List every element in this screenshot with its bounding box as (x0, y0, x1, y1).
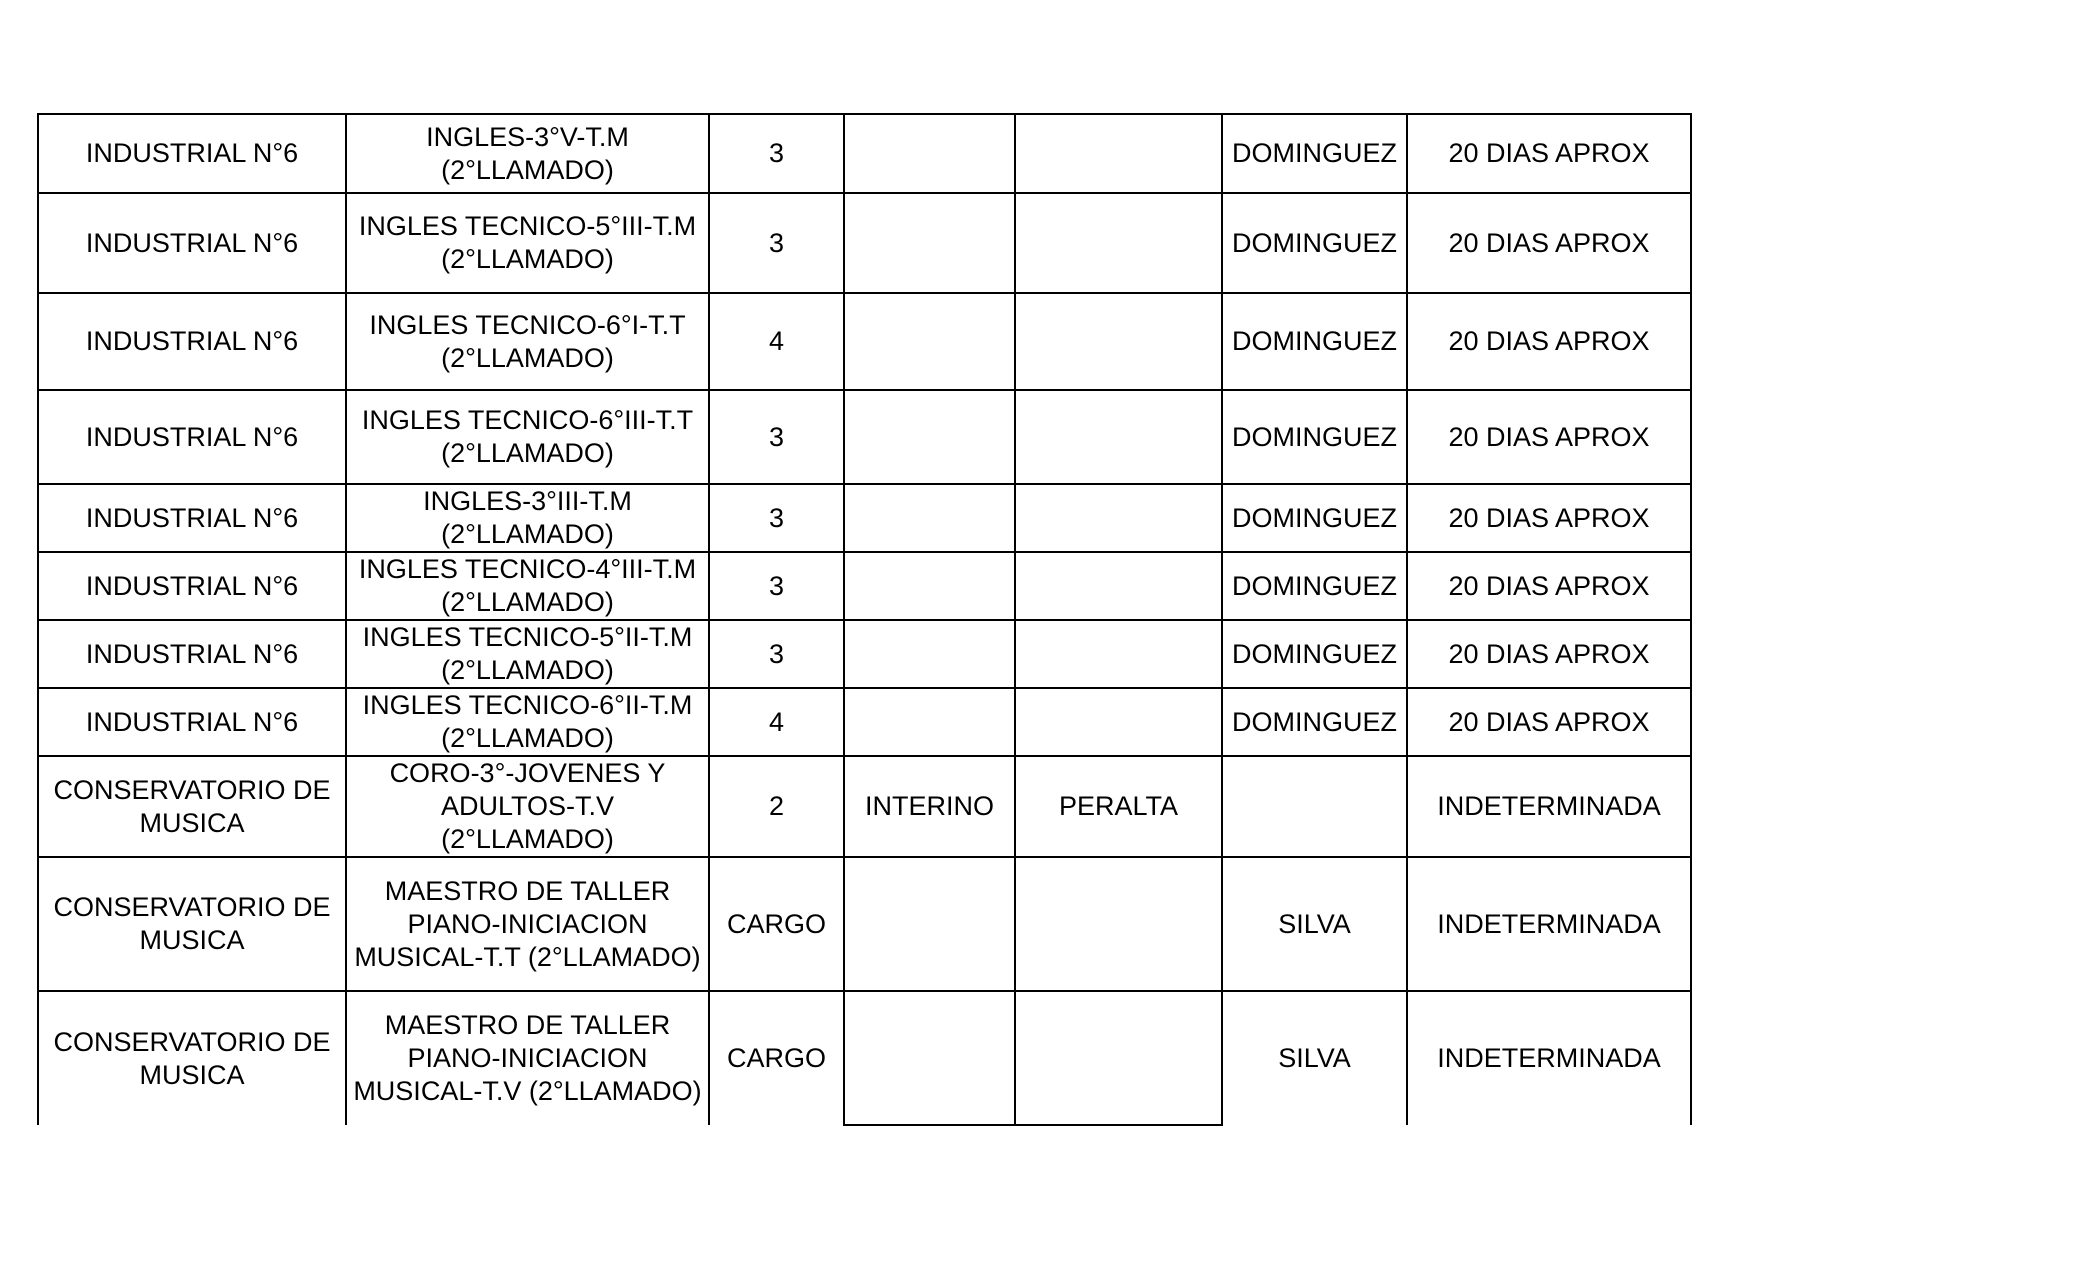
table-row (38, 688, 1691, 756)
situation-cell (844, 484, 1015, 552)
replaced-teacher-cell: DOMINGUEZ (1222, 552, 1407, 620)
situation-cell (844, 857, 1015, 991)
subject-cell: INGLES-3°V-T.M (2°LLAMADO) (346, 114, 709, 193)
situation-cell (844, 991, 1015, 1125)
teacher-cell (1015, 114, 1222, 193)
table-row (38, 193, 1691, 293)
situation-cell (844, 114, 1015, 193)
table-row (38, 293, 1691, 390)
subject-cell: INGLES TECNICO-6°III-T.T (2°LLAMADO) (346, 390, 709, 484)
teacher-cell (1015, 688, 1222, 756)
situation-cell (844, 293, 1015, 390)
hours-cell: 4 (709, 688, 844, 756)
replaced-teacher-cell: SILVA (1222, 857, 1407, 991)
teacher-cell (1015, 991, 1222, 1125)
subject-cell: INGLES TECNICO-6°II-T.M (2°LLAMADO) (346, 688, 709, 756)
replaced-teacher-cell: DOMINGUEZ (1222, 193, 1407, 293)
period-cell: INDETERMINADA (1407, 991, 1691, 1125)
subject-cell: INGLES TECNICO-4°III-T.M (2°LLAMADO) (346, 552, 709, 620)
school-cell: INDUSTRIAL N°6 (38, 688, 346, 756)
situation-cell (844, 620, 1015, 688)
teacher-cell (1015, 193, 1222, 293)
hours-cell: 3 (709, 552, 844, 620)
subject-cell: INGLES TECNICO-5°III-T.M (2°LLAMADO) (346, 193, 709, 293)
period-cell: INDETERMINADA (1407, 756, 1691, 857)
school-cell: INDUSTRIAL N°6 (38, 293, 346, 390)
period-cell: 20 DIAS APROX (1407, 688, 1691, 756)
replaced-teacher-cell: DOMINGUEZ (1222, 114, 1407, 193)
teacher-cell (1015, 552, 1222, 620)
hours-cell: 4 (709, 293, 844, 390)
table-row (38, 991, 1691, 1125)
table-row (38, 114, 1691, 193)
teacher-cell (1015, 857, 1222, 991)
table-row (38, 756, 1691, 857)
period-cell: 20 DIAS APROX (1407, 193, 1691, 293)
teacher-cell: PERALTA (1015, 756, 1222, 857)
school-cell: CONSERVATORIO DE MUSICA (38, 991, 346, 1125)
period-cell: INDETERMINADA (1407, 857, 1691, 991)
subject-cell: MAESTRO DE TALLER PIANO-INICIACION MUSICAL-T.T (2°LLAMADO) (346, 857, 709, 991)
situation-cell (844, 193, 1015, 293)
replaced-teacher-cell: DOMINGUEZ (1222, 293, 1407, 390)
hours-cell: 3 (709, 484, 844, 552)
situation-cell (844, 390, 1015, 484)
school-cell: INDUSTRIAL N°6 (38, 390, 346, 484)
school-cell: CONSERVATORIO DE MUSICA (38, 756, 346, 857)
school-cell: INDUSTRIAL N°6 (38, 552, 346, 620)
school-cell: INDUSTRIAL N°6 (38, 114, 346, 193)
replaced-teacher-cell: DOMINGUEZ (1222, 484, 1407, 552)
hours-cell: CARGO (709, 857, 844, 991)
replaced-teacher-cell: DOMINGUEZ (1222, 688, 1407, 756)
period-cell: 20 DIAS APROX (1407, 114, 1691, 193)
subject-cell: CORO-3°-JOVENES Y ADULTOS-T.V (2°LLAMADO) (346, 756, 709, 857)
table-row (38, 390, 1691, 484)
situation-cell (844, 688, 1015, 756)
subject-cell: MAESTRO DE TALLER PIANO-INICIACION MUSICAL-T.V (2°LLAMADO) (346, 991, 709, 1125)
table-row (38, 552, 1691, 620)
period-cell: 20 DIAS APROX (1407, 552, 1691, 620)
hours-cell: 2 (709, 756, 844, 857)
school-cell: INDUSTRIAL N°6 (38, 484, 346, 552)
table-row (38, 620, 1691, 688)
situation-cell (844, 552, 1015, 620)
hours-cell: 3 (709, 390, 844, 484)
subject-cell: INGLES-3°III-T.M (2°LLAMADO) (346, 484, 709, 552)
vacancy-table (37, 113, 1692, 1126)
subject-cell: INGLES TECNICO-6°I-T.T (2°LLAMADO) (346, 293, 709, 390)
table-row (38, 484, 1691, 552)
period-cell: 20 DIAS APROX (1407, 620, 1691, 688)
replaced-teacher-cell: DOMINGUEZ (1222, 390, 1407, 484)
school-cell: INDUSTRIAL N°6 (38, 620, 346, 688)
period-cell: 20 DIAS APROX (1407, 293, 1691, 390)
school-cell: INDUSTRIAL N°6 (38, 193, 346, 293)
replaced-teacher-cell: SILVA (1222, 991, 1407, 1125)
hours-cell: 3 (709, 114, 844, 193)
period-cell: 20 DIAS APROX (1407, 390, 1691, 484)
teacher-cell (1015, 620, 1222, 688)
replaced-teacher-cell: DOMINGUEZ (1222, 620, 1407, 688)
subject-cell: INGLES TECNICO-5°II-T.M (2°LLAMADO) (346, 620, 709, 688)
replaced-teacher-cell (1222, 756, 1407, 857)
hours-cell: 3 (709, 620, 844, 688)
situation-cell: INTERINO (844, 756, 1015, 857)
hours-cell: CARGO (709, 991, 844, 1125)
table-row (38, 857, 1691, 991)
teacher-cell (1015, 484, 1222, 552)
hours-cell: 3 (709, 193, 844, 293)
period-cell: 20 DIAS APROX (1407, 484, 1691, 552)
teacher-cell (1015, 293, 1222, 390)
teacher-cell (1015, 390, 1222, 484)
school-cell: CONSERVATORIO DE MUSICA (38, 857, 346, 991)
